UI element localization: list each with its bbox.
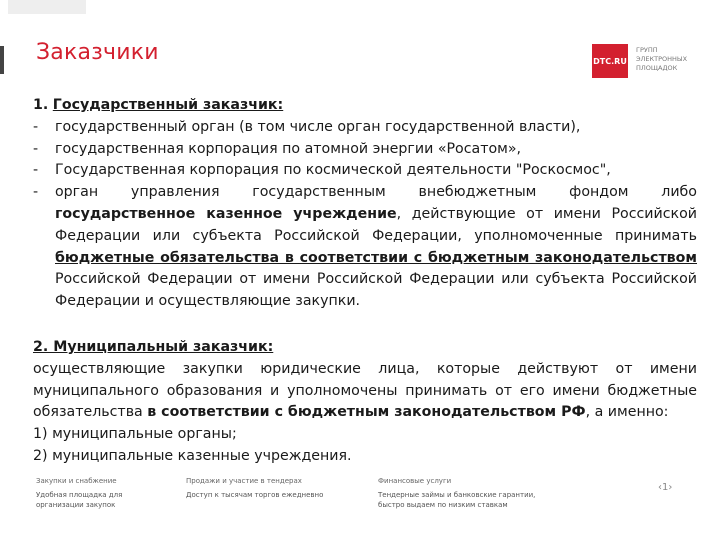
page-number: ‹1› xyxy=(658,482,673,493)
left-accent-bar xyxy=(0,46,4,74)
section1-heading: 1. Государственный заказчик: xyxy=(33,97,284,113)
section2-heading: 2. Муниципальный заказчик: xyxy=(33,338,274,355)
section1-list xyxy=(33,117,697,313)
slide-title: Заказчики xyxy=(36,40,159,65)
list-item: 2) муниципальные казенные учреждения. xyxy=(33,447,352,464)
list-item: 1) муниципальные органы; xyxy=(33,426,237,443)
footer-col-procurement: Закупки и снабжение Удобная площадка для организации закупок xyxy=(36,477,123,509)
section2-text: осуществляющие закупки юридические лица, которые действуют от имени муниципального образования и уполномочены принимать от его имени бюджетные обязательства в соответствии с бюджетным законодательством РФ, а именно: xyxy=(33,360,697,421)
footer-col-finance: Финансовые услуги Тендерные займы и банковские гарантии, быстро выдаем по низким ставкам xyxy=(378,477,536,509)
top-tab-decoration xyxy=(8,0,86,14)
list-item: - Государственная корпорация по космической деятельности "Роскосмос", xyxy=(33,162,611,179)
list-item: - государственный орган (в том числе орган государственной власти), xyxy=(33,118,581,135)
footer xyxy=(36,476,686,516)
logo-mark: DTC.RU xyxy=(592,44,628,78)
list-item: - государственная корпорация по атомной энергии «Росатом», xyxy=(33,140,522,157)
logo-caption: ГРУПП ЭЛЕКТРОННЫХ ПЛОЩАДОК xyxy=(636,46,688,72)
slide-body xyxy=(33,95,697,468)
company-logo xyxy=(592,44,700,78)
list-item: - орган управления государственным внебюджетным фондом либо государственное казенное учреждение, действующие от имени Российской Федерации или субъекта Российской Федерации, уполномоченные принимать бюджетные обязательства в соответствии с бюджетным законодательством Российской Федерации от имени Российской Федерации или субъекта Российской Федерации и осуществляющие закупки. xyxy=(33,184,697,310)
footer-col-sales: Продажи и участие в тендерах Доступ к тысячам торгов ежедневно xyxy=(186,477,324,499)
